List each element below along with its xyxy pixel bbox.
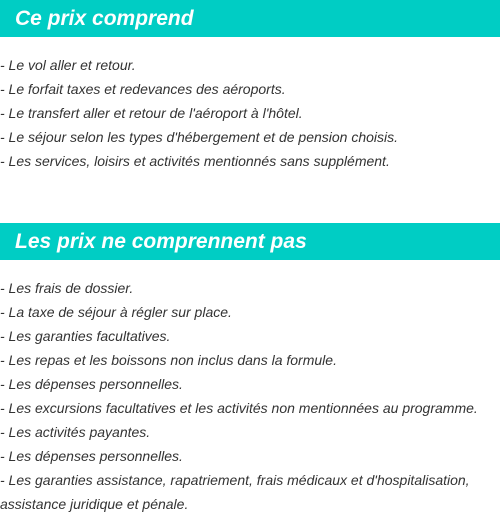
price-excludes-heading: Les prix ne comprennent pas <box>0 223 500 260</box>
list-item: - Le transfert aller et retour de l'aéroport à l'hôtel. <box>0 105 303 121</box>
list-item: - Les excursions facultatives et les activités non mentionnées au programme. <box>0 400 478 416</box>
price-excludes-list <box>0 276 500 516</box>
list-item: - Le vol aller et retour. <box>0 57 136 73</box>
list-item: - Les frais de dossier. <box>0 280 134 296</box>
list-item: - Les repas et les boissons non inclus dans la formule. <box>0 352 337 368</box>
list-item: - Les garanties assistance, rapatriement, frais médicaux et d'hospitalisation, assistance juridique et pénale. <box>0 472 470 512</box>
list-item: - Les garanties facultatives. <box>0 328 171 344</box>
price-includes-heading: Ce prix comprend <box>0 0 500 37</box>
list-item: - Les services, loisirs et activités mentionnés sans supplément. <box>0 153 390 169</box>
list-item: - Les dépenses personnelles. <box>0 448 183 464</box>
list-item: - Les dépenses personnelles. <box>0 376 183 392</box>
list-item: - Le séjour selon les types d'hébergement et de pension choisis. <box>0 129 399 145</box>
list-item: - Les activités payantes. <box>0 424 151 440</box>
list-item: - Le forfait taxes et redevances des aéroports. <box>0 81 286 97</box>
price-excludes-section <box>0 223 500 516</box>
list-item: - La taxe de séjour à régler sur place. <box>0 304 232 320</box>
price-includes-list <box>0 53 500 173</box>
price-includes-section <box>0 0 500 173</box>
